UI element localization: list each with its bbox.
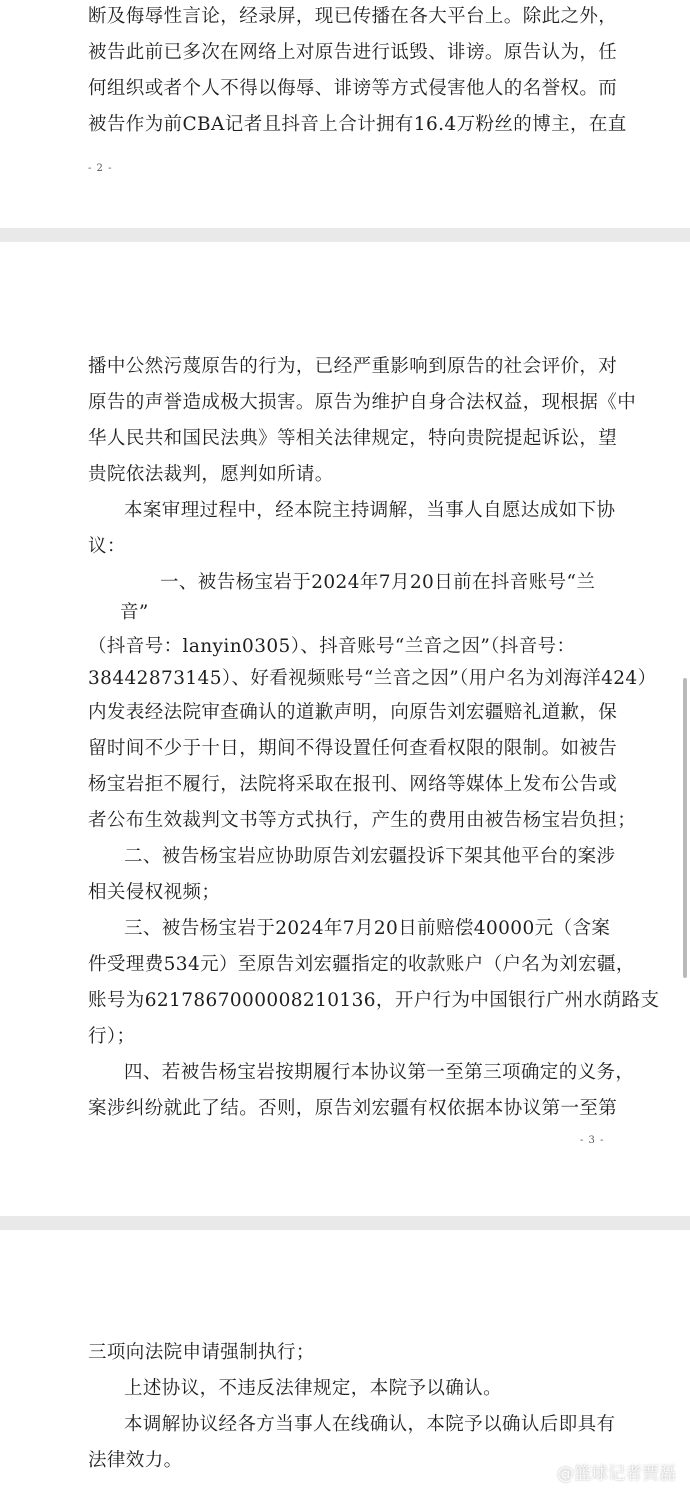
text-line: 件受理费534元）至原告刘宏疆指定的收款账户（户名为刘宏疆， bbox=[88, 954, 635, 975]
text-line: （抖音号：lanyin0305）、抖音账号“兰音之因”（抖音号： bbox=[88, 636, 576, 657]
text-line: 被告作为前CBA记者且抖音上合计拥有16.4万粉丝的博主，在直 bbox=[88, 114, 627, 135]
text-line: 38442873145）、好看视频账号“兰音之因”（用户名为刘海洋424） bbox=[88, 668, 657, 689]
text-line: 三、被告杨宝岩于2024年7月20日前赔偿40000元（含案 bbox=[124, 918, 611, 939]
text-line: 何组织或者个人不得以侮辱、诽谤等方式侵害他人的名誉权。而 bbox=[88, 78, 618, 99]
scrollbar[interactable] bbox=[683, 678, 687, 978]
text-line: 播中公然污蔑原告的行为，已经严重影响到原告的社会评价，对 bbox=[88, 356, 618, 377]
text-line: 四、若被告杨宝岩按期履行本协议第一至第三项确定的义务， bbox=[124, 1062, 635, 1083]
text-line: 议： bbox=[88, 536, 126, 557]
text-line: 一、被告杨宝岩于2024年7月20日前在抖音账号“兰 bbox=[160, 572, 596, 593]
text-line: 本调解协议经各方当事人在线确认，本院予以确认后即具有 bbox=[124, 1414, 616, 1435]
text-line: 断及侮辱性言论，经录屏，现已传播在各大平台上。除此之外， bbox=[88, 6, 618, 27]
text-line: 三项向法院申请强制执行； bbox=[88, 1342, 315, 1363]
text-line: 内发表经法院审查确认的道歉声明，向原告刘宏疆赔礼道歉，保 bbox=[88, 702, 618, 723]
text-line: 二、被告杨宝岩应协助原告刘宏疆投诉下架其他平台的案涉 bbox=[124, 846, 616, 867]
text-line: 案涉纠纷就此了结。否则，原告刘宏疆有权依据本协议第一至第 bbox=[88, 1098, 618, 1119]
text-line: 账号为6217867000008210136，开户行为中国银行广州水荫路支 bbox=[88, 990, 660, 1011]
document-page-4 bbox=[0, 1230, 690, 1496]
text-line: 相关侵权视频； bbox=[88, 882, 221, 903]
watermark-text: @篮球记者贾磊 bbox=[557, 1464, 676, 1484]
weibo-icon bbox=[531, 1463, 553, 1481]
text-line: 原告的声誉造成极大损害。原告为维护自身合法权益，现根据《中 bbox=[88, 392, 637, 413]
text-line: 音” bbox=[120, 602, 149, 623]
text-line: 行）； bbox=[88, 1026, 136, 1047]
text-line: 被告此前已多次在网络上对原告进行诋毁、诽谤。原告认为，任 bbox=[88, 42, 618, 63]
document-page-2 bbox=[0, 0, 690, 228]
text-line: 本案审理过程中，经本院主持调解，当事人自愿达成如下协 bbox=[124, 500, 616, 521]
watermark bbox=[531, 1459, 676, 1484]
text-line: 留时间不少于十日，期间不得设置任何查看权限的限制。如被告 bbox=[88, 738, 618, 759]
text-line: 杨宝岩拒不履行，法院将采取在报刊、网络等媒体上发布公告或 bbox=[88, 774, 618, 795]
text-line: 者公布生效裁判文书等方式执行，产生的费用由被告杨宝岩负担； bbox=[88, 810, 637, 831]
page-number: - 3 - bbox=[580, 1135, 605, 1146]
text-line: 华人民共和国民法典》等相关法律规定，特向贵院提起诉讼，望 bbox=[88, 428, 618, 449]
text-line: 上述协议，不违反法律规定，本院予以确认。 bbox=[124, 1378, 503, 1399]
document-page-3 bbox=[0, 242, 690, 1216]
page-number: - 2 - bbox=[88, 163, 113, 174]
text-line: 贵院依法裁判，愿判如所请。 bbox=[88, 464, 334, 485]
text-line: 法律效力。 bbox=[88, 1450, 183, 1471]
